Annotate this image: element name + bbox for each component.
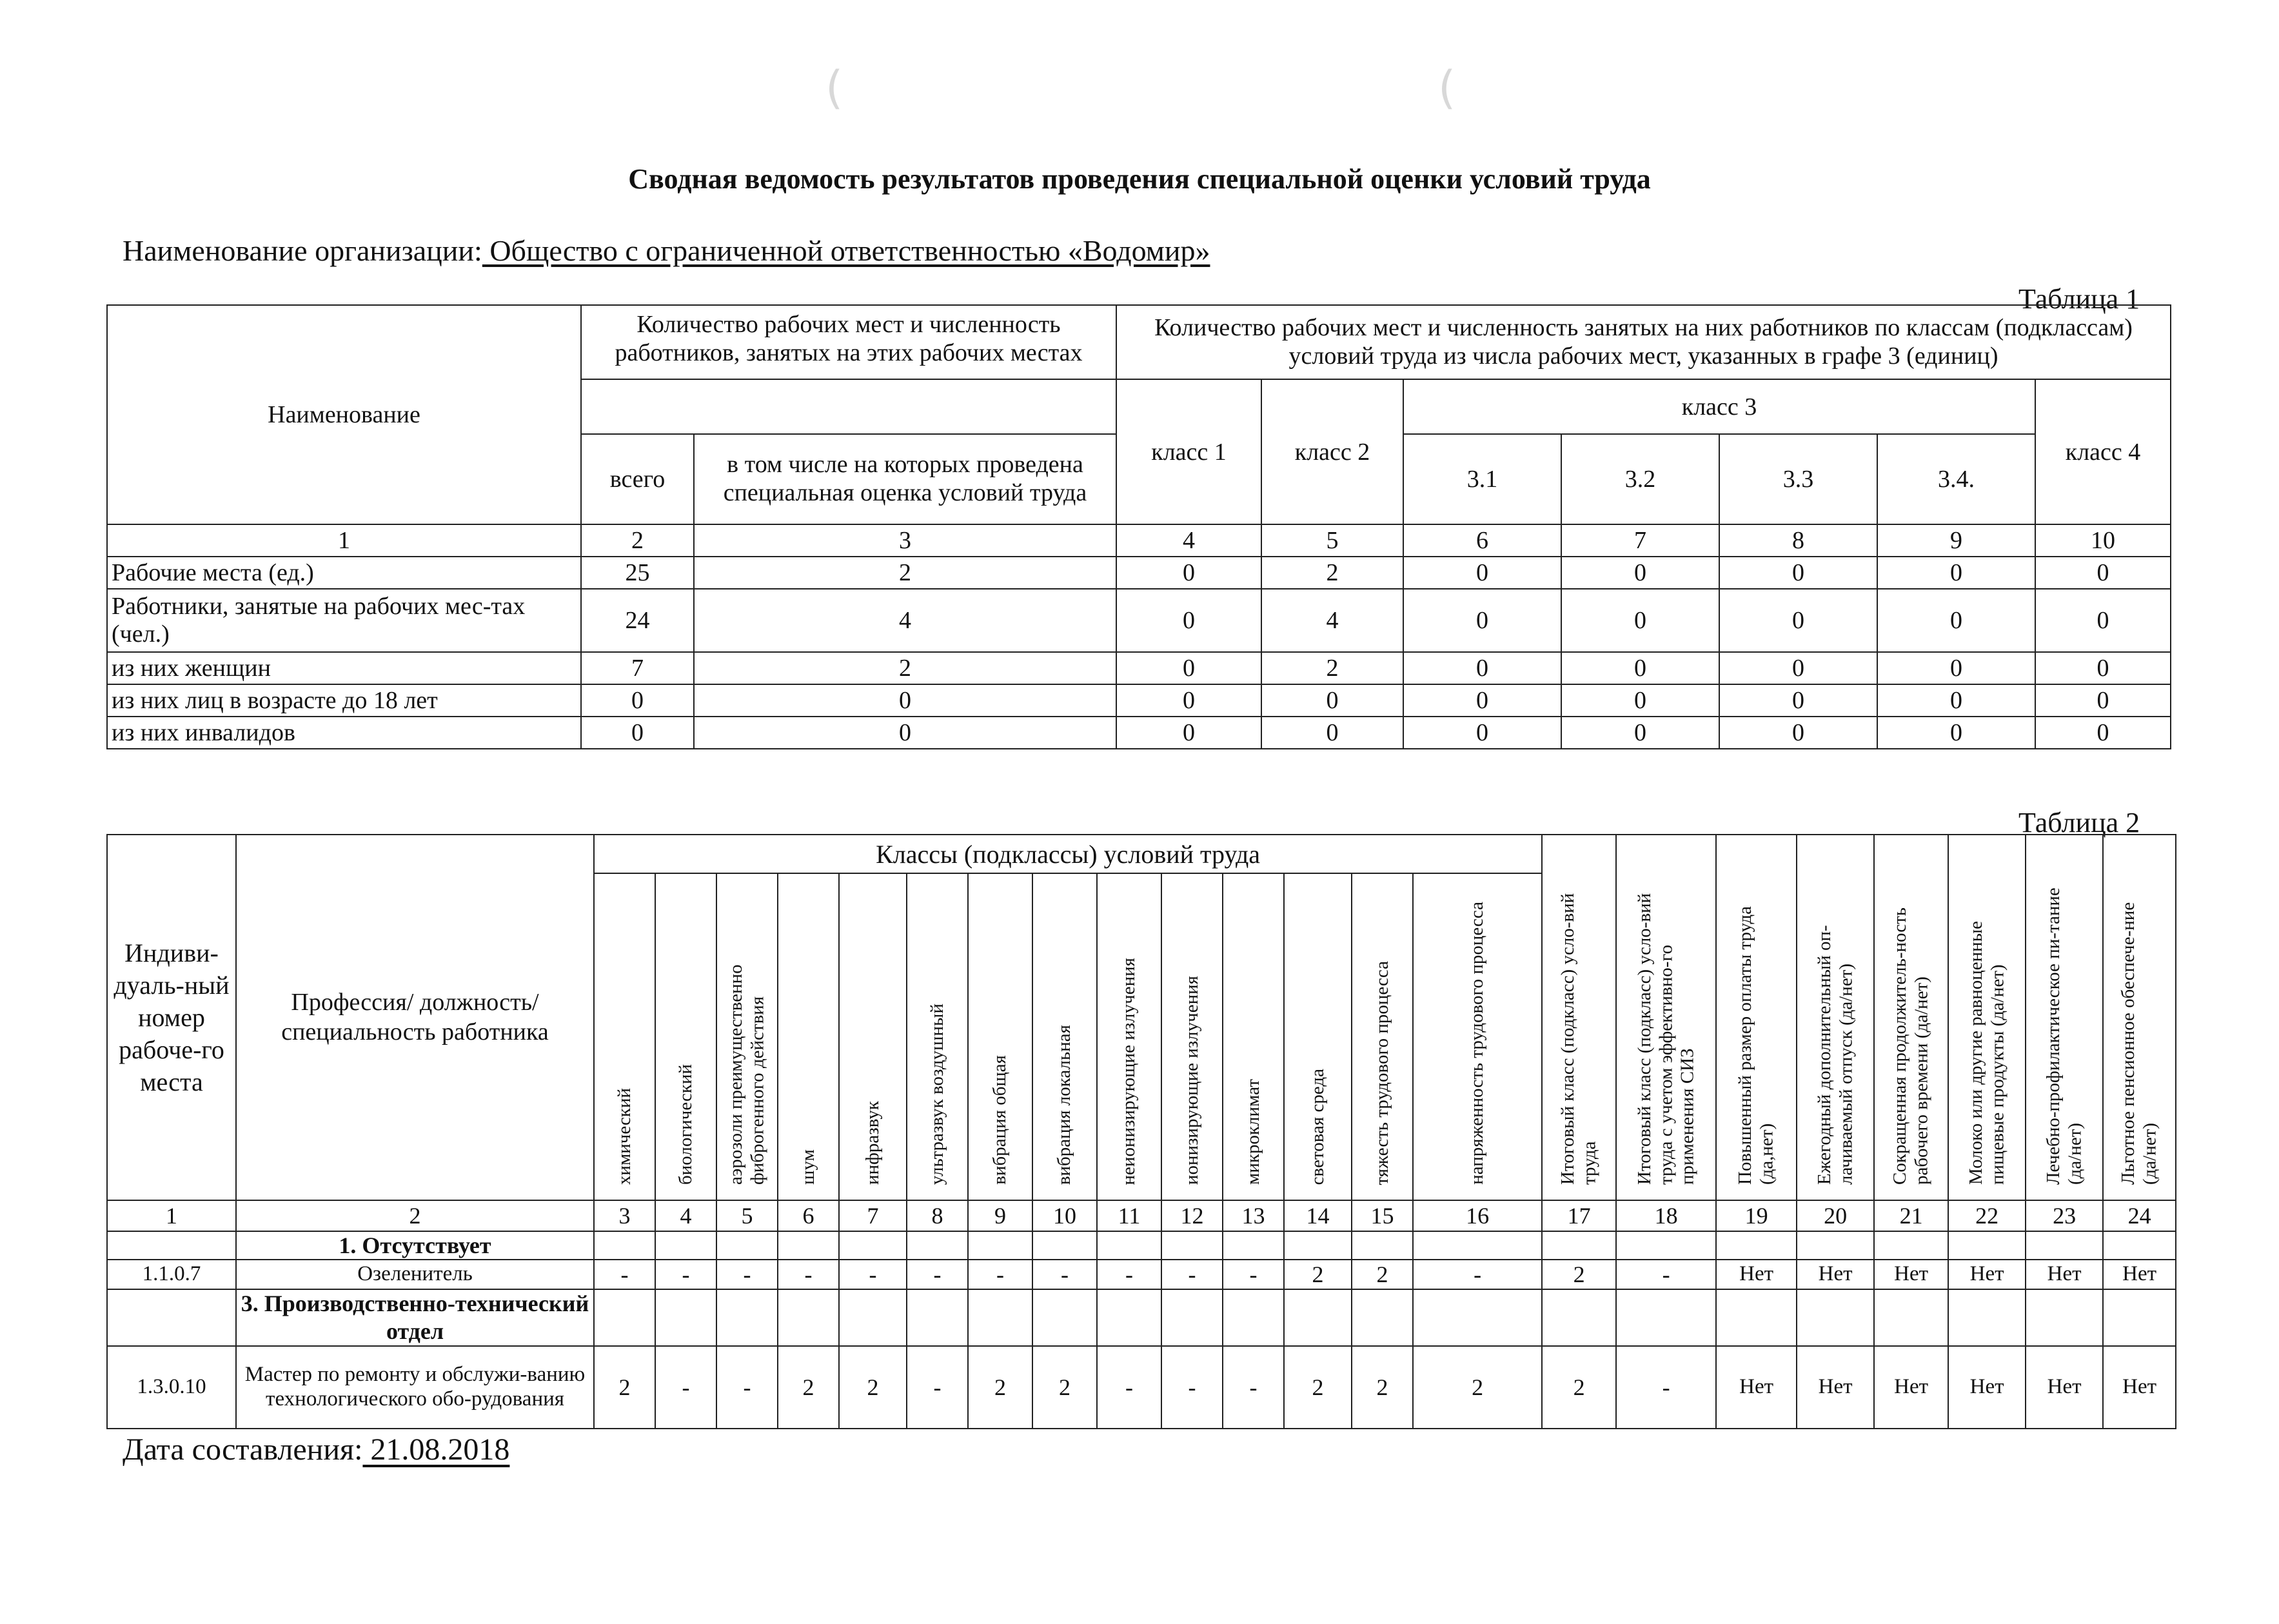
cell: 2 — [1261, 652, 1403, 684]
table-row — [107, 717, 2171, 749]
header-c34: 3.4. — [1877, 434, 2035, 524]
factor-light: световая среда — [1284, 873, 1352, 1200]
factor-local-vibration: вибрация локальная — [1032, 873, 1097, 1200]
cell: 2 — [1542, 1346, 1616, 1429]
header-count-group: Количество рабочих мест и численность работников, занятых на этих рабочих местах — [581, 305, 1116, 379]
empty-cell — [107, 1289, 236, 1346]
empty-cell — [107, 1231, 236, 1260]
cell: 0 — [1561, 652, 1719, 684]
col-number: 9 — [1877, 524, 2035, 557]
col-number: 13 — [1223, 1200, 1284, 1231]
organization-line — [123, 233, 1210, 268]
col-number: 18 — [1616, 1200, 1716, 1231]
header-class2: класс 2 — [1261, 379, 1403, 524]
section-title: 3. Производственно-технический отдел — [236, 1289, 594, 1346]
cell: 0 — [1116, 589, 1261, 652]
cell: 0 — [1719, 684, 1877, 717]
cell: 7 — [581, 652, 694, 684]
cell: 0 — [1261, 717, 1403, 749]
col-number: 17 — [1542, 1200, 1616, 1231]
header-c33: 3.3 — [1719, 434, 1877, 524]
cell: 0 — [2035, 589, 2171, 652]
cell: - — [1616, 1346, 1716, 1429]
cell: Нет — [1797, 1346, 1874, 1429]
header-classes: Классы (подклассы) условий труда — [594, 835, 1542, 873]
cell: 0 — [1877, 589, 2035, 652]
cell: - — [1616, 1260, 1716, 1289]
col-number: 5 — [716, 1200, 778, 1231]
cell: - — [716, 1260, 778, 1289]
cell: 2 — [1413, 1346, 1542, 1429]
cell: Нет — [1716, 1346, 1797, 1429]
col-number: 15 — [1352, 1200, 1413, 1231]
profession-name: Мастер по ремонту и обслужи-ванию технологического обо-рудования — [236, 1346, 594, 1429]
cell: Нет — [2026, 1346, 2103, 1429]
cell: 0 — [2035, 684, 2171, 717]
organization-value: Общество с ограниченной ответственностью «Водомир» — [482, 234, 1210, 267]
cell: Нет — [1948, 1346, 2026, 1429]
col-number: 1 — [107, 1200, 236, 1231]
cell: 0 — [1403, 717, 1561, 749]
col-number: 19 — [1716, 1200, 1797, 1231]
table-row — [107, 1346, 2176, 1429]
col-number: 21 — [1874, 1200, 1948, 1231]
cell: - — [907, 1346, 968, 1429]
col-number: 9 — [968, 1200, 1032, 1231]
cell: 2 — [694, 557, 1116, 589]
header-assessed: в том числе на которых проведена специальная оценка условий труда — [694, 434, 1116, 524]
cell: 0 — [1877, 557, 2035, 589]
header-class-group: Количество рабочих мест и численность занятых на них работников по классам (подклассам) условий труда из числа рабочих мест, указанных в графе 3 (единиц) — [1116, 305, 2171, 379]
cell: - — [968, 1260, 1032, 1289]
col-number: 2 — [236, 1200, 594, 1231]
cell: Нет — [2026, 1260, 2103, 1289]
organization-label: Наименование организации: — [123, 234, 482, 267]
summary-table-subheaders — [580, 433, 1117, 525]
header-c31: 3.1 — [1403, 434, 1561, 524]
factor-chemical: химический — [594, 873, 655, 1200]
col-number: 8 — [907, 1200, 968, 1231]
header-final-class: Итоговый класс (подкласс) усло-вий труда — [1542, 835, 1616, 1200]
header-therapeutic-food: Лечебно-профилактическое пи-тание (да/нет) — [2026, 835, 2103, 1200]
header-reduced-hours: Сокращенная продолжитель-ность рабочего времени (да/нет) — [1874, 835, 1948, 1200]
table-row — [107, 589, 2171, 652]
cell: 25 — [581, 557, 694, 589]
cell: 0 — [1719, 717, 1877, 749]
col-number: 7 — [1561, 524, 1719, 557]
cell: Нет — [1948, 1260, 2026, 1289]
cell: 2 — [778, 1346, 839, 1429]
cell: 2 — [1352, 1346, 1413, 1429]
col-number: 16 — [1413, 1200, 1542, 1231]
header-extra-leave: Ежегодный дополнительный оп-лачиваемый отпуск (да/нет) — [1797, 835, 1874, 1200]
section-title: 1. Отсутствует — [236, 1231, 594, 1260]
cell: - — [1161, 1260, 1223, 1289]
page-title: Сводная ведомость результатов проведения специальной оценки условий труда — [628, 163, 1651, 195]
header-final-class-siz: Итоговый класс (подкласс) усло-вий труда с учетом эффективно-го применения СИЗ — [1616, 835, 1716, 1200]
table-row — [107, 684, 2171, 717]
cell: 0 — [1116, 717, 1261, 749]
cell: 0 — [2035, 652, 2171, 684]
workplace-id: 1.1.0.7 — [107, 1260, 236, 1289]
cell: 0 — [581, 717, 694, 749]
col-number: 6 — [1403, 524, 1561, 557]
col-number: 12 — [1161, 1200, 1223, 1231]
cell: 2 — [694, 652, 1116, 684]
workplace-id: 1.3.0.10 — [107, 1346, 236, 1429]
row-label: Рабочие места (ед.) — [107, 557, 581, 589]
cell: - — [1413, 1260, 1542, 1289]
cell: 2 — [968, 1346, 1032, 1429]
cell: - — [1097, 1260, 1161, 1289]
row-label: из них инвалидов — [107, 717, 581, 749]
factor-microclimate: микроклимат — [1223, 873, 1284, 1200]
cell: 0 — [1116, 652, 1261, 684]
cell: 0 — [694, 684, 1116, 717]
summary-table — [106, 304, 2171, 525]
row-label: Работники, занятые на рабочих мес-тах (чел.) — [107, 589, 581, 652]
cell: 2 — [1542, 1260, 1616, 1289]
cell: 0 — [1116, 557, 1261, 589]
cell: 0 — [694, 717, 1116, 749]
header-class3: класс 3 — [1403, 379, 2035, 434]
header-increased-pay: Повышенный размер оплаты труда (да,нет) — [1716, 835, 1797, 1200]
cell: 0 — [2035, 557, 2171, 589]
col-number: 8 — [1719, 524, 1877, 557]
cell: - — [655, 1260, 716, 1289]
cell: 24 — [581, 589, 694, 652]
col-number: 1 — [107, 524, 581, 557]
cell: - — [1223, 1346, 1284, 1429]
cell: 2 — [594, 1346, 655, 1429]
factor-ionizing: ионизирующие излучения — [1161, 873, 1223, 1200]
cell: 0 — [1261, 684, 1403, 717]
cell: 0 — [1403, 652, 1561, 684]
header-name: Наименование — [107, 305, 581, 524]
factor-labor-severity: тяжесть трудового процесса — [1352, 873, 1413, 1200]
col-number: 7 — [839, 1200, 907, 1231]
cell: Нет — [2103, 1260, 2176, 1289]
cell: 0 — [2035, 717, 2171, 749]
col-number: 6 — [778, 1200, 839, 1231]
cell: 2 — [1284, 1260, 1352, 1289]
factor-general-vibration: вибрация общая — [968, 873, 1032, 1200]
cell: - — [1097, 1346, 1161, 1429]
cell: - — [907, 1260, 968, 1289]
cell: 2 — [1032, 1346, 1097, 1429]
section-row — [107, 1289, 2176, 1346]
factor-ultrasound: ультразвук воздушный — [907, 873, 968, 1200]
col-number: 4 — [655, 1200, 716, 1231]
table-row — [107, 1260, 2176, 1289]
cell: Нет — [2103, 1346, 2176, 1429]
row-label: из них женщин — [107, 652, 581, 684]
header-class4: класс 4 — [2035, 379, 2171, 524]
cell: Нет — [1797, 1260, 1874, 1289]
col-number: 3 — [594, 1200, 655, 1231]
row-label: из них лиц в возрасте до 18 лет — [107, 684, 581, 717]
col-number: 4 — [1116, 524, 1261, 557]
header-class1: класс 1 — [1116, 379, 1261, 524]
factor-noise: шум — [778, 873, 839, 1200]
col-number: 23 — [2026, 1200, 2103, 1231]
cell: 0 — [1403, 589, 1561, 652]
scan-mark-right: ( — [1438, 61, 1456, 114]
cell: 4 — [694, 589, 1116, 652]
cell: 0 — [1403, 557, 1561, 589]
col-number: 24 — [2103, 1200, 2176, 1231]
cell: - — [655, 1346, 716, 1429]
cell: 0 — [1877, 652, 2035, 684]
cell: 0 — [1719, 652, 1877, 684]
cell: 0 — [1561, 557, 1719, 589]
date-label: Дата составления: — [123, 1432, 363, 1467]
table2-label: Таблица 2 — [2018, 807, 2140, 838]
cell: 2 — [1261, 557, 1403, 589]
cell: Нет — [1716, 1260, 1797, 1289]
cell: - — [716, 1346, 778, 1429]
header-profession: Профессия/ должность/ специальность работника — [236, 835, 594, 1200]
table-row — [107, 652, 2171, 684]
cell: - — [1161, 1346, 1223, 1429]
table-row — [107, 557, 2171, 589]
cell: 0 — [1877, 717, 2035, 749]
summary-table-body — [106, 524, 2171, 749]
col-number: 2 — [581, 524, 694, 557]
cell: 4 — [1261, 589, 1403, 652]
col-number: 3 — [694, 524, 1116, 557]
factor-infrasound: инфразвук — [839, 873, 907, 1200]
cell: 2 — [839, 1346, 907, 1429]
cell: 0 — [1719, 589, 1877, 652]
cell: - — [839, 1260, 907, 1289]
cell: 0 — [1561, 589, 1719, 652]
date-line — [123, 1432, 509, 1467]
cell: Нет — [1874, 1260, 1948, 1289]
col-number: 20 — [1797, 1200, 1874, 1231]
scan-mark-left: ( — [825, 61, 844, 114]
cell: 0 — [1561, 717, 1719, 749]
section-row — [107, 1231, 2176, 1260]
table-row — [107, 1200, 2176, 1231]
cell: - — [1032, 1260, 1097, 1289]
factor-biological: биологический — [655, 873, 716, 1200]
cell: Нет — [1874, 1346, 1948, 1429]
col-number: 10 — [2035, 524, 2171, 557]
cell: - — [778, 1260, 839, 1289]
factor-nonionizing: неионизирующие излучения — [1097, 873, 1161, 1200]
header-total: всего — [581, 434, 694, 524]
cell: 0 — [1403, 684, 1561, 717]
cell: 0 — [1719, 557, 1877, 589]
col-number: 14 — [1284, 1200, 1352, 1231]
factor-aerosols: аэрозоли преимущественно фиброгенного действия — [716, 873, 778, 1200]
cell: - — [594, 1260, 655, 1289]
factor-labor-intensity: напряженность трудового процесса — [1413, 873, 1542, 1200]
cell: 0 — [581, 684, 694, 717]
header-milk: Молоко или другие равноценные пищевые продукты (да/нет) — [1948, 835, 2026, 1200]
cell: 2 — [1352, 1260, 1413, 1289]
header-pension: Льготное пенсионное обеспече-ние (да/нет) — [2103, 835, 2176, 1200]
col-number: 10 — [1032, 1200, 1097, 1231]
header-c32: 3.2 — [1561, 434, 1719, 524]
table1-label: Таблица 1 — [2018, 283, 2140, 315]
cell: 2 — [1284, 1346, 1352, 1429]
col-number: 5 — [1261, 524, 1403, 557]
cell: 0 — [1877, 684, 2035, 717]
cell: 0 — [1561, 684, 1719, 717]
date-value: 21.08.2018 — [362, 1432, 510, 1467]
table-row — [107, 524, 2171, 557]
workplace-table — [106, 834, 2176, 1429]
cell: 0 — [1116, 684, 1261, 717]
header-workplace-id: Индиви-дуаль-ный номер рабоче-го места — [107, 835, 236, 1200]
profession-name: Озеленитель — [236, 1260, 594, 1289]
col-number: 22 — [1948, 1200, 2026, 1231]
cell: - — [1223, 1260, 1284, 1289]
col-number: 11 — [1097, 1200, 1161, 1231]
